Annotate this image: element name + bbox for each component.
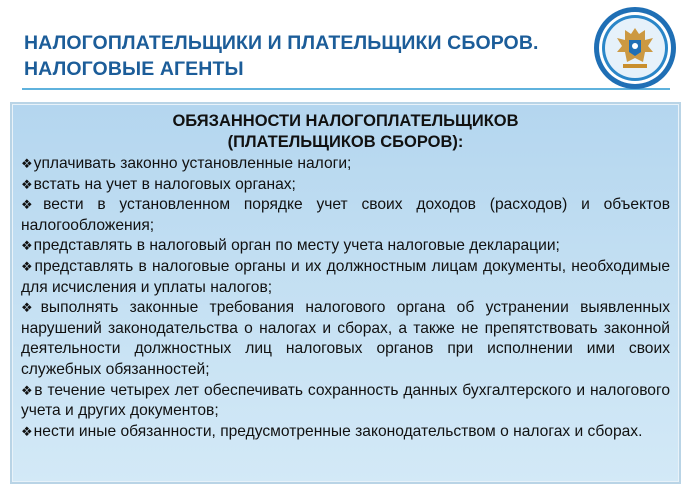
list-item xyxy=(21,154,670,175)
diamond-bullet-icon: ❖ xyxy=(21,238,33,254)
slide-title-line-2: НАЛОГОВЫЕ АГЕНТЫ xyxy=(24,58,244,80)
slide-title xyxy=(24,30,584,82)
list-item-text: выполнять законные требования налогового органа об устранении выявленных нарушений законодательства о налогах и сборах, а также не препятствовать законной деятельности должностных лиц налоговых органов при исполнении ими своих служебных обязанностей; xyxy=(21,299,670,378)
diamond-bullet-icon: ❖ xyxy=(21,156,33,171)
list-item-text: представлять в налоговый орган по месту учета налоговые декларации; xyxy=(33,237,560,255)
list-item xyxy=(21,236,670,257)
diamond-bullet-icon: ❖ xyxy=(21,423,33,439)
diamond-bullet-icon: ❖ xyxy=(21,382,34,398)
list-item-text: уплачивать законно установленные налоги; xyxy=(33,155,352,172)
obligations-panel xyxy=(10,102,681,484)
diamond-bullet-icon: ❖ xyxy=(21,258,34,274)
title-divider xyxy=(22,88,670,90)
panel-heading xyxy=(21,111,670,153)
diamond-bullet-icon: ❖ xyxy=(21,300,40,316)
list-item-text: представлять в налоговые органы и их должностным лицам документы, необходимые для исчисления и уплаты налогов; xyxy=(21,257,670,296)
diamond-bullet-icon: ❖ xyxy=(21,176,33,192)
panel-heading-line-2: (ПЛАТЕЛЬЩИКОВ СБОРОВ): xyxy=(227,133,464,151)
list-item-text: встать на учет в налоговых органах; xyxy=(33,175,296,193)
list-item xyxy=(21,381,670,422)
list-item-text: в течение четырех лет обеспечивать сохранность данных бухгалтерского и налогового учета и других документов; xyxy=(21,381,670,420)
list-item xyxy=(21,175,670,196)
list-item xyxy=(21,195,670,236)
obligations-list xyxy=(21,154,670,442)
list-item xyxy=(21,298,670,380)
diamond-bullet-icon: ❖ xyxy=(21,197,43,213)
list-item xyxy=(21,422,670,443)
federal-tax-service-emblem-icon xyxy=(593,6,677,90)
panel-heading-line-1: ОБЯЗАННОСТИ НАЛОГОПЛАТЕЛЬЩИКОВ xyxy=(172,112,519,130)
list-item xyxy=(21,257,670,298)
slide-title-line-1: НАЛОГОПЛАТЕЛЬЩИКИ И ПЛАТЕЛЬЩИКИ СБОРОВ. xyxy=(24,32,539,54)
list-item-text: вести в установленном порядке учет своих доходов (расходов) и объектов налогообложения; xyxy=(21,196,670,234)
list-item-text: нести иные обязанности, предусмотренные законодательством о налогах и сборах. xyxy=(33,422,643,440)
